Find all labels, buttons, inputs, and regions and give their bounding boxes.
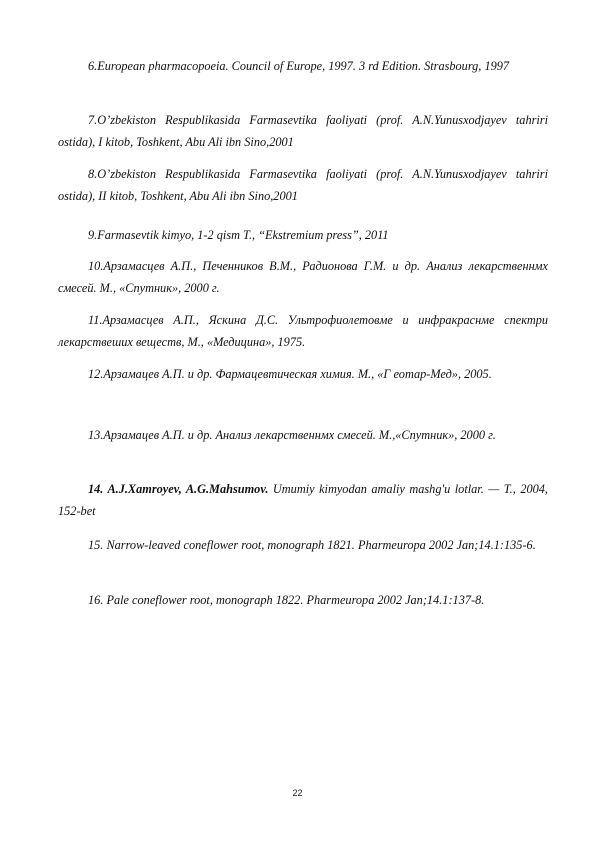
- reference-9: [58, 224, 548, 246]
- reference-11: [58, 309, 548, 353]
- reference-12: [58, 363, 548, 385]
- reference-16: [58, 589, 548, 611]
- reference-number: 8.: [88, 167, 98, 181]
- reference-number: 13.: [88, 428, 104, 442]
- reference-number: 11.: [88, 313, 103, 327]
- reference-6: [58, 55, 548, 77]
- reference-13: [58, 424, 548, 446]
- reference-text: Farmasevtik kimyo, 1-2 qism T., “Ekstremium press”, 2011: [97, 228, 389, 242]
- reference-text: European pharmacopoeia. Council of Europe, 1997. 3 rd Edition. Strasbourg, 1997: [97, 59, 510, 73]
- reference-number: 16.: [88, 593, 104, 607]
- reference-number: 12.: [88, 367, 104, 381]
- reference-authors: A.J.Xamroyev, A.G.Mahsumov.: [107, 482, 269, 496]
- reference-number: 14.: [88, 482, 104, 496]
- reference-15: [58, 534, 548, 556]
- reference-text: O’zbekiston Respublikasida Farmasevtika faoliyati (prof. A.N.Yunusxodjayev tahriri ostida), II kitob, Toshkent, Abu Ali ibn Sino,2001: [58, 167, 548, 203]
- reference-text: Арзамасцев А.П., Печенников В.М., Радионова Г.М. и др. Анализ лекарственнмх смесей. М., «Спутник», 2000 г.: [58, 259, 548, 295]
- reference-text: Арзамасцев А.П., Яскина Д.С. Ультрофиолетовме и инфракраснме спектри лекарствеших веществ, М., «Медицина», 1975.: [58, 313, 548, 349]
- reference-text: O’zbekiston Respublikasida Farmasevtika faoliyati (prof. A.N.Yunusxodjayev tahriri ostida), I kitob, Toshkent, Abu Ali ibn Sino,2001: [58, 113, 548, 149]
- reference-number: 15.: [88, 538, 104, 552]
- reference-text: Арзамацев А.П. и др. Фармацевтическая химия. М., «Г еотар-Мед», 2005.: [103, 367, 492, 381]
- reference-text: Umumiy kimyodan amaliy mashg'u lotlar. — T., 2004, 152-bet: [58, 482, 548, 518]
- page-number: 22: [292, 788, 303, 798]
- reference-number: 10.: [88, 259, 104, 273]
- reference-text: Арзамацев А.П. и др. Анализ лекарственнмх смесей. М.,«Спутник», 2000 г.: [103, 428, 496, 442]
- reference-7: [58, 109, 548, 153]
- reference-8: [58, 163, 548, 207]
- reference-14: [58, 478, 548, 522]
- reference-text: Narrow-leaved coneflower root, monograph 1821. Pharmeuropa 2002 Jan;14.1:135-6.: [106, 538, 536, 552]
- reference-number: 6.: [88, 59, 98, 73]
- reference-number: 7.: [88, 113, 98, 127]
- reference-10: [58, 255, 548, 299]
- reference-text: Pale coneflower root, monograph 1822. Pharmeuropa 2002 Jan;14.1:137-8.: [103, 593, 485, 607]
- reference-number: 9.: [88, 228, 98, 242]
